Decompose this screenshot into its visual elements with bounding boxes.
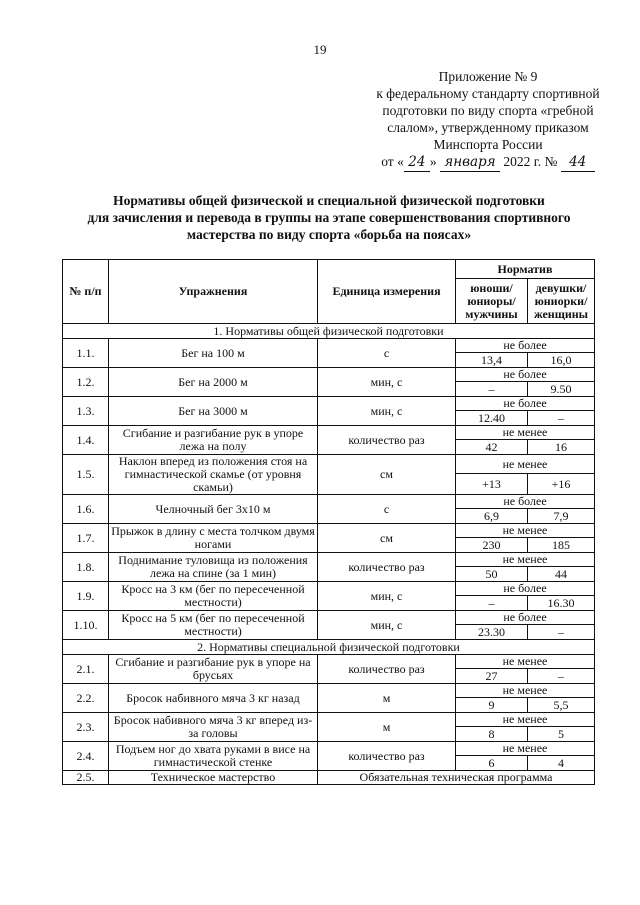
- table-row: [63, 455, 595, 474]
- title-line: мастерства по виду спорта «борьба на поясах»: [186, 227, 472, 242]
- header-exercise: Упражнения: [109, 260, 318, 324]
- exercise-name: Прыжок в длину с места толчком двумя ногами: [109, 524, 318, 553]
- female-value: +16: [528, 474, 595, 495]
- unit-cell: с: [318, 339, 456, 368]
- condition-cell: не более: [456, 611, 595, 625]
- section-title: 2. Нормативы специальной физической подготовки: [63, 640, 595, 655]
- header-unit: Единица измерения: [318, 260, 456, 324]
- table-row: [63, 397, 595, 411]
- male-value: 27: [456, 669, 528, 684]
- exercise-name: Бросок набивного мяча 3 кг назад: [109, 684, 318, 713]
- male-value: 42: [456, 440, 528, 455]
- male-value: –: [456, 382, 528, 397]
- order-number: 44: [561, 154, 595, 172]
- unit-cell: количество раз: [318, 426, 456, 455]
- male-value: +13: [456, 474, 528, 495]
- table-row: [63, 684, 595, 698]
- appendix-date-line: [340, 153, 636, 172]
- title-line: для зачисления и перевода в группы на этапе совершенствования спортивного: [87, 210, 571, 225]
- section-row: [63, 324, 595, 339]
- female-value: –: [528, 669, 595, 684]
- table-row: [63, 611, 595, 625]
- date-mid: »: [429, 154, 437, 169]
- header-male: юноши/ юниоры/ мужчины: [456, 279, 528, 324]
- exercise-name: Бег на 3000 м: [109, 397, 318, 426]
- unit-cell: м: [318, 713, 456, 742]
- female-value: 4: [528, 756, 595, 771]
- title-line: Нормативы общей физической и специальной физической подготовки: [113, 193, 545, 208]
- exercise-name: Бег на 100 м: [109, 339, 318, 368]
- exercise-name: Челночный бег 3x10 м: [109, 495, 318, 524]
- unit-cell: мин, с: [318, 582, 456, 611]
- row-number: 1.5.: [63, 455, 109, 495]
- unit-cell: количество раз: [318, 655, 456, 684]
- male-value: 13,4: [456, 353, 528, 368]
- table-body: [63, 324, 595, 785]
- appendix-line: Минспорта России: [433, 137, 543, 152]
- table-row: [63, 368, 595, 382]
- table-row: [63, 655, 595, 669]
- female-value: 16,0: [528, 353, 595, 368]
- male-value: 9: [456, 698, 528, 713]
- female-value: –: [528, 625, 595, 640]
- table-row: [63, 495, 595, 509]
- header-female: девушки/ юниорки/ женщины: [528, 279, 595, 324]
- male-value: 230: [456, 538, 528, 553]
- condition-cell: не менее: [456, 524, 595, 538]
- condition-cell: не более: [456, 368, 595, 382]
- row-number: 2.4.: [63, 742, 109, 771]
- unit-cell: количество раз: [318, 742, 456, 771]
- exercise-name: Сгибание и разгибание рук в упоре лежа на полу: [109, 426, 318, 455]
- unit-cell: см: [318, 524, 456, 553]
- row-number: 1.6.: [63, 495, 109, 524]
- condition-cell: не менее: [456, 684, 595, 698]
- exercise-name: Кросс на 5 км (бег по пересеченной местности): [109, 611, 318, 640]
- condition-cell: не более: [456, 339, 595, 353]
- male-value: 50: [456, 567, 528, 582]
- condition-cell: не менее: [456, 455, 595, 474]
- male-value: 8: [456, 727, 528, 742]
- exercise-name: Поднимание туловища из положения лежа на спине (за 1 мин): [109, 553, 318, 582]
- exercise-name: Кросс на 3 км (бег по пересеченной местности): [109, 582, 318, 611]
- condition-cell: не менее: [456, 742, 595, 756]
- female-value: 5: [528, 727, 595, 742]
- appendix-line: к федеральному стандарту спортивной: [376, 86, 600, 101]
- male-value: 12.40: [456, 411, 528, 426]
- appendix-line: подготовки по виду спорта «гребной: [382, 103, 594, 118]
- table-row: [63, 582, 595, 596]
- date-year: 2022 г. №: [503, 154, 558, 169]
- condition-cell: не менее: [456, 426, 595, 440]
- document-title: [62, 192, 596, 243]
- page-number: 19: [313, 42, 327, 57]
- section-title: 1. Нормативы общей физической подготовки: [63, 324, 595, 339]
- table-row: [63, 742, 595, 756]
- row-number: 1.10.: [63, 611, 109, 640]
- exercise-name: Наклон вперед из положения стоя на гимнастической скамье (от уровня скамьи): [109, 455, 318, 495]
- row-number: 1.1.: [63, 339, 109, 368]
- table-row: [63, 553, 595, 567]
- exercise-name: Бег на 2000 м: [109, 368, 318, 397]
- date-prefix: от «: [381, 154, 404, 169]
- row-number: 2.3.: [63, 713, 109, 742]
- table-row: [63, 713, 595, 727]
- date-day: 24: [404, 154, 430, 172]
- female-value: 44: [528, 567, 595, 582]
- row-number: 1.3.: [63, 397, 109, 426]
- norms-table: [62, 259, 595, 785]
- female-value: 16: [528, 440, 595, 455]
- condition-cell: не более: [456, 495, 595, 509]
- row-number: 1.2.: [63, 368, 109, 397]
- female-value: 185: [528, 538, 595, 553]
- female-value: 5,5: [528, 698, 595, 713]
- condition-cell: не менее: [456, 655, 595, 669]
- male-value: 6: [456, 756, 528, 771]
- appendix-block: [340, 68, 636, 172]
- appendix-line: Приложение № 9: [438, 69, 538, 84]
- exercise-name: Подъем ног до хвата руками в висе на гимнастической стенке: [109, 742, 318, 771]
- exercise-name: Сгибание и разгибание рук в упоре на брусьях: [109, 655, 318, 684]
- technical-program-cell: Обязательная техническая программа: [318, 771, 595, 785]
- row-number: 1.9.: [63, 582, 109, 611]
- female-value: –: [528, 411, 595, 426]
- exercise-name: Техническое мастерство: [109, 771, 318, 785]
- unit-cell: с: [318, 495, 456, 524]
- condition-cell: не менее: [456, 553, 595, 567]
- row-number: 1.4.: [63, 426, 109, 455]
- male-value: –: [456, 596, 528, 611]
- header-num: № п/п: [63, 260, 109, 324]
- table-row: [63, 524, 595, 538]
- exercise-name: Бросок набивного мяча 3 кг вперед из-за головы: [109, 713, 318, 742]
- section-row: [63, 640, 595, 655]
- unit-cell: мин, с: [318, 397, 456, 426]
- condition-cell: не более: [456, 582, 595, 596]
- unit-cell: мин, с: [318, 368, 456, 397]
- appendix-line: слалом», утвержденному приказом: [387, 120, 589, 135]
- condition-cell: не более: [456, 397, 595, 411]
- table-row: [63, 771, 595, 785]
- row-number: 2.5.: [63, 771, 109, 785]
- row-number: 2.1.: [63, 655, 109, 684]
- row-number: 2.2.: [63, 684, 109, 713]
- row-number: 1.8.: [63, 553, 109, 582]
- condition-cell: не менее: [456, 713, 595, 727]
- date-month: января: [440, 154, 500, 172]
- male-value: 6,9: [456, 509, 528, 524]
- female-value: 9.50: [528, 382, 595, 397]
- header-norm: Норматив: [456, 260, 595, 279]
- female-value: 16.30: [528, 596, 595, 611]
- table-row: [63, 426, 595, 440]
- male-value: 23.30: [456, 625, 528, 640]
- unit-cell: м: [318, 684, 456, 713]
- table-row: [63, 339, 595, 353]
- unit-cell: мин, с: [318, 611, 456, 640]
- row-number: 1.7.: [63, 524, 109, 553]
- unit-cell: см: [318, 455, 456, 495]
- unit-cell: количество раз: [318, 553, 456, 582]
- female-value: 7,9: [528, 509, 595, 524]
